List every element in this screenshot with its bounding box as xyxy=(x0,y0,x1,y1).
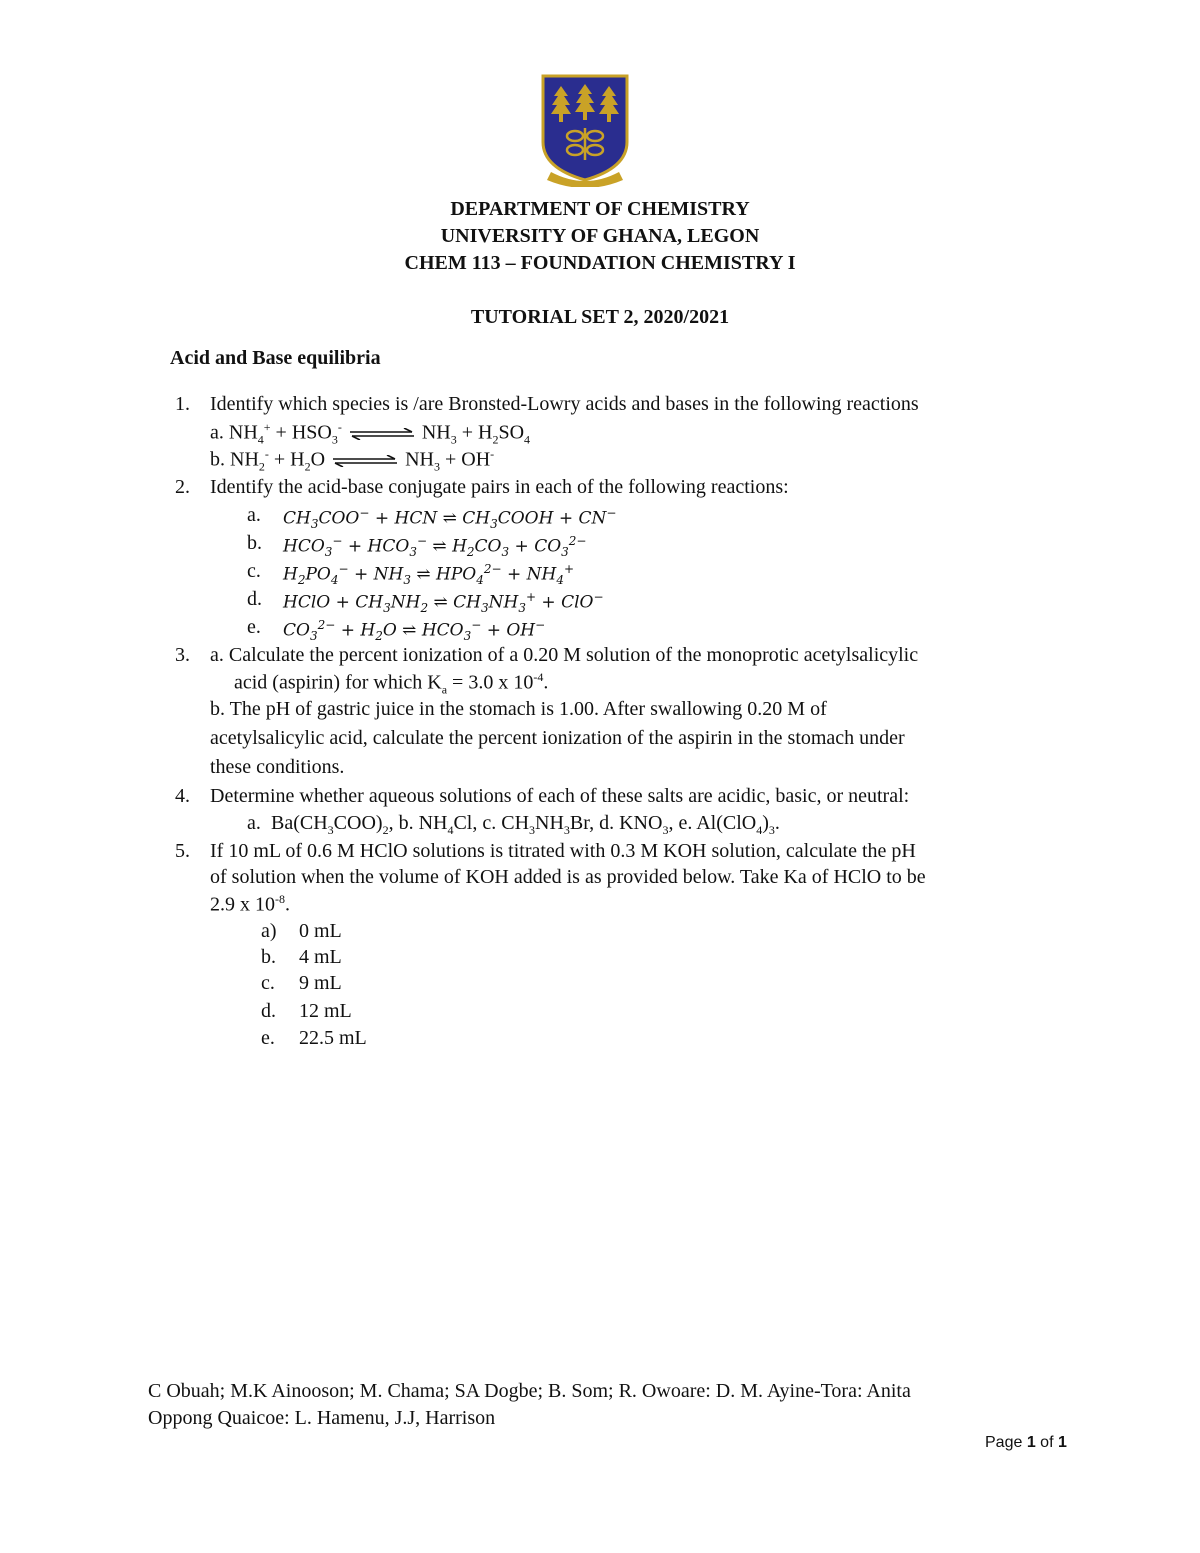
question-text: Determine whether aqueous solutions of each of these salts are acidic, basic, or neutral: xyxy=(210,785,910,807)
volume-value: 0 mL xyxy=(299,920,342,942)
volume-value: 9 mL xyxy=(299,972,342,994)
reaction-1a: a. $NH_4^+ + HSO_3^-$ $NH_3 + H_2SO_4$ xyxy=(210,420,531,447)
item-label: d. xyxy=(261,1000,276,1022)
question-text: If 10 mL of 0.6 M HClO solutions is titrated with 0.3 M KOH solution, calculate the pH xyxy=(210,840,916,862)
authors-line-1: C Obuah; M.K Ainooson; M. Chama; SA Dogbe; B. Som; R. Owoare: D. M. Ayine-Tora: Anita xyxy=(148,1380,911,1402)
volume-value: 4 mL xyxy=(299,946,342,968)
item-label: e. xyxy=(247,616,261,638)
reaction-2d: HClO + $CH_3NH_2$ ⇌ $CH_3NH_3^+ + ClO^-$ xyxy=(283,590,604,616)
question-text: acetylsalicylic acid, calculate the percent ionization of the aspirin in the stomach under xyxy=(210,727,905,749)
reaction-2b: $HCO_3^- + HCO_3^-$ ⇌ $H_2CO_3 + CO_3^{2-}$ xyxy=(283,534,587,560)
item-label: a. xyxy=(247,812,261,834)
volume-value: 22.5 mL xyxy=(299,1027,367,1049)
question-text: Identify which species is /are Bronsted-Lowry acids and bases in the following reactions xyxy=(210,393,919,415)
item-label: b. xyxy=(261,946,276,968)
salt-list: $Ba(CH_3COO)_2$, b. $NH_4Cl$, c. $CH_3NH_3Br$, d. $KNO_3$, e. $Al(ClO_4)_3$. xyxy=(271,812,780,837)
item-label: c. xyxy=(261,972,275,994)
question-number: 3. xyxy=(175,644,190,666)
question-number: 5. xyxy=(175,840,190,862)
question-text: b. The pH of gastric juice in the stomach is 1.00. After swallowing 0.20 M of xyxy=(210,698,827,720)
question-number: 1. xyxy=(175,393,190,415)
page-number: Page 1 of 1 xyxy=(985,1434,1067,1451)
section-title: Acid and Base equilibria xyxy=(170,347,381,369)
equilibrium-arrow-icon xyxy=(348,428,416,440)
authors-line-2: Oppong Quaicoe: L. Hamenu, J.J, Harrison xyxy=(148,1407,496,1429)
tutorial-title: TUTORIAL SET 2, 2020/2021 xyxy=(470,306,730,328)
item-label: a) xyxy=(261,920,277,942)
volume-value: 12 mL xyxy=(299,1000,352,1022)
question-number: 4. xyxy=(175,785,190,807)
reaction-2a: $CH_3COO^-$ + HCN ⇌ $CH_3COOH + CN^-$ xyxy=(283,506,617,532)
question-text: Identify the acid-base conjugate pairs in each of the following reactions: xyxy=(210,476,789,498)
reaction-1b: b. $NH_2^- + H_2O$ $NH_3 + OH^-$ xyxy=(210,447,495,474)
question-text: a. Calculate the percent ionization of a 0.20 M solution of the monoprotic acetylsalicylic xyxy=(210,644,919,666)
item-label: b. xyxy=(247,532,262,554)
item-label: e. xyxy=(261,1027,275,1049)
department-title: DEPARTMENT OF CHEMISTRY xyxy=(450,198,750,220)
question-text: acid (aspirin) for which $K_a = 3.0$ x $10^{-4}$. xyxy=(234,670,549,697)
question-text: these conditions. xyxy=(210,756,345,778)
university-crest-icon xyxy=(537,72,633,187)
question-text: 2.9 x $10^{-8}$. xyxy=(210,892,290,916)
item-label: a. xyxy=(247,504,261,526)
question-number: 2. xyxy=(175,476,190,498)
course-title: CHEM 113 – FOUNDATION CHEMISTRY I xyxy=(404,252,796,274)
item-label: d. xyxy=(247,588,262,610)
question-text: of solution when the volume of KOH added is as provided below. Take Ka of HClO to be xyxy=(210,866,926,888)
equilibrium-arrow-icon xyxy=(331,455,399,467)
item-label: c. xyxy=(247,560,261,582)
reaction-2c: $H_2PO_4^- + NH_3$ ⇌ $HPO_4^{2-} + NH_4^+$ xyxy=(283,562,575,588)
reaction-2e: $CO_3^{2-} + H_2O$ ⇌ $HCO_3^- + OH^-$ xyxy=(283,618,546,644)
university-title: UNIVERSITY OF GHANA, LEGON xyxy=(440,225,760,247)
